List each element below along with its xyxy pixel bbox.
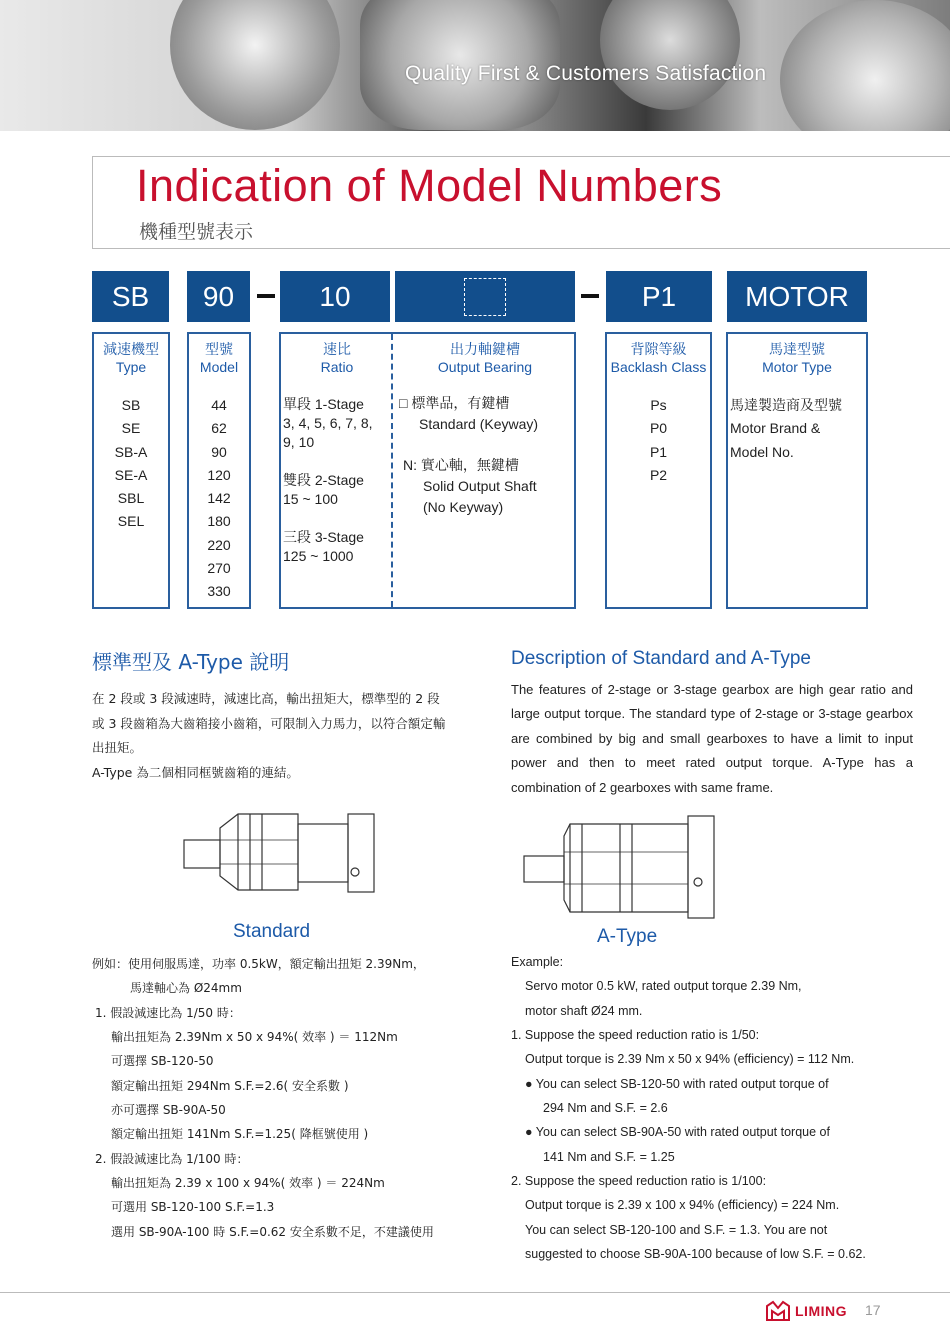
code-box-output xyxy=(395,271,575,322)
header-banner xyxy=(0,0,950,131)
model-list: 44 62 90 120 142 180 220 270 330 xyxy=(207,397,231,600)
output-details: □ 標準品，有鍵槽 Standard (Keyway) N: 實心軸，無鍵槽 Solid Output Shaft (No Keyway) xyxy=(399,395,539,515)
motor-details: 馬達製造商及型號 Motor Brand & Model No. xyxy=(730,397,842,460)
page-number: 17 xyxy=(865,1302,881,1318)
code-box-backlash: P1 xyxy=(606,271,712,322)
column-type xyxy=(92,332,170,609)
liming-logo-icon xyxy=(765,1300,791,1322)
atype-caption: A-Type xyxy=(597,926,658,947)
code-box-ratio: 10 xyxy=(280,271,390,322)
dash-separator xyxy=(257,294,275,298)
ratio-heading: 速比 Ratio xyxy=(320,341,354,375)
code-box-type: SB xyxy=(92,271,169,322)
section-title-cn: 標準型及 A-Type 說明 xyxy=(92,650,290,674)
dash-separator xyxy=(581,294,599,298)
column-heading: 背隙等級 Backlash Class xyxy=(610,341,707,375)
standard-gearbox-drawing xyxy=(180,810,380,895)
atype-gearbox-drawing xyxy=(520,812,720,922)
column-heading: 型號 Model xyxy=(199,341,239,375)
page-subtitle: 機種型號表示 xyxy=(139,221,254,243)
code-box-motor: MOTOR xyxy=(727,271,867,322)
blank-placeholder-icon xyxy=(464,278,506,316)
output-heading: 出力軸鍵槽 Output Bearing xyxy=(437,341,533,375)
description-cn: 在 2 段或 3 段減速時，減速比高，輸出扭矩大，標準型的 2 段 或 3 段齒箱為大齒箱接小齒箱，可限制入力馬力，以符合額定輸 出扭矩。 A-Type 為二個相同框號齒箱的連結。 xyxy=(92,691,446,780)
footer-logo xyxy=(765,1300,847,1322)
type-list: SB SE SB-A SE-A SBL SEL xyxy=(114,397,148,530)
banner-slogan: Quality First & Customers Satisfaction xyxy=(405,62,767,85)
column-model xyxy=(187,332,251,609)
column-heading: 減速機型 Type xyxy=(103,341,159,375)
column-motor xyxy=(726,332,868,609)
footer-brand: LIMING xyxy=(795,1303,847,1319)
code-box-model: 90 xyxy=(187,271,250,322)
section-title-en: Description of Standard and A-Type xyxy=(511,648,811,669)
backlash-list: Ps P0 P1 P2 xyxy=(649,397,668,483)
description-en: The features of 2-stage or 3-stage gearbox are high gear ratio and large output torque. The standard type of 2-stage or 3-stage gearbox are combined by big and small gearboxes to have a limit to input power and then to meet rated output torque. A-Type has a combination of 2 gearboxes with same frame. xyxy=(511,682,913,795)
column-heading: 馬達型號 Motor Type xyxy=(762,341,832,375)
standard-caption: Standard xyxy=(233,921,311,942)
page-title: Indication of Model Numbers xyxy=(136,160,723,211)
column-ratio-output xyxy=(279,332,576,609)
ratio-details: 單段 1-Stage 3, 4, 5, 6, 7, 8, 9, 10 雙段 2-Stage 15 ~ 100 三段 3-Stage 125 ~ 1000 xyxy=(283,396,373,564)
column-divider xyxy=(391,334,393,607)
footer-divider xyxy=(0,1292,950,1293)
column-backlash xyxy=(605,332,712,609)
